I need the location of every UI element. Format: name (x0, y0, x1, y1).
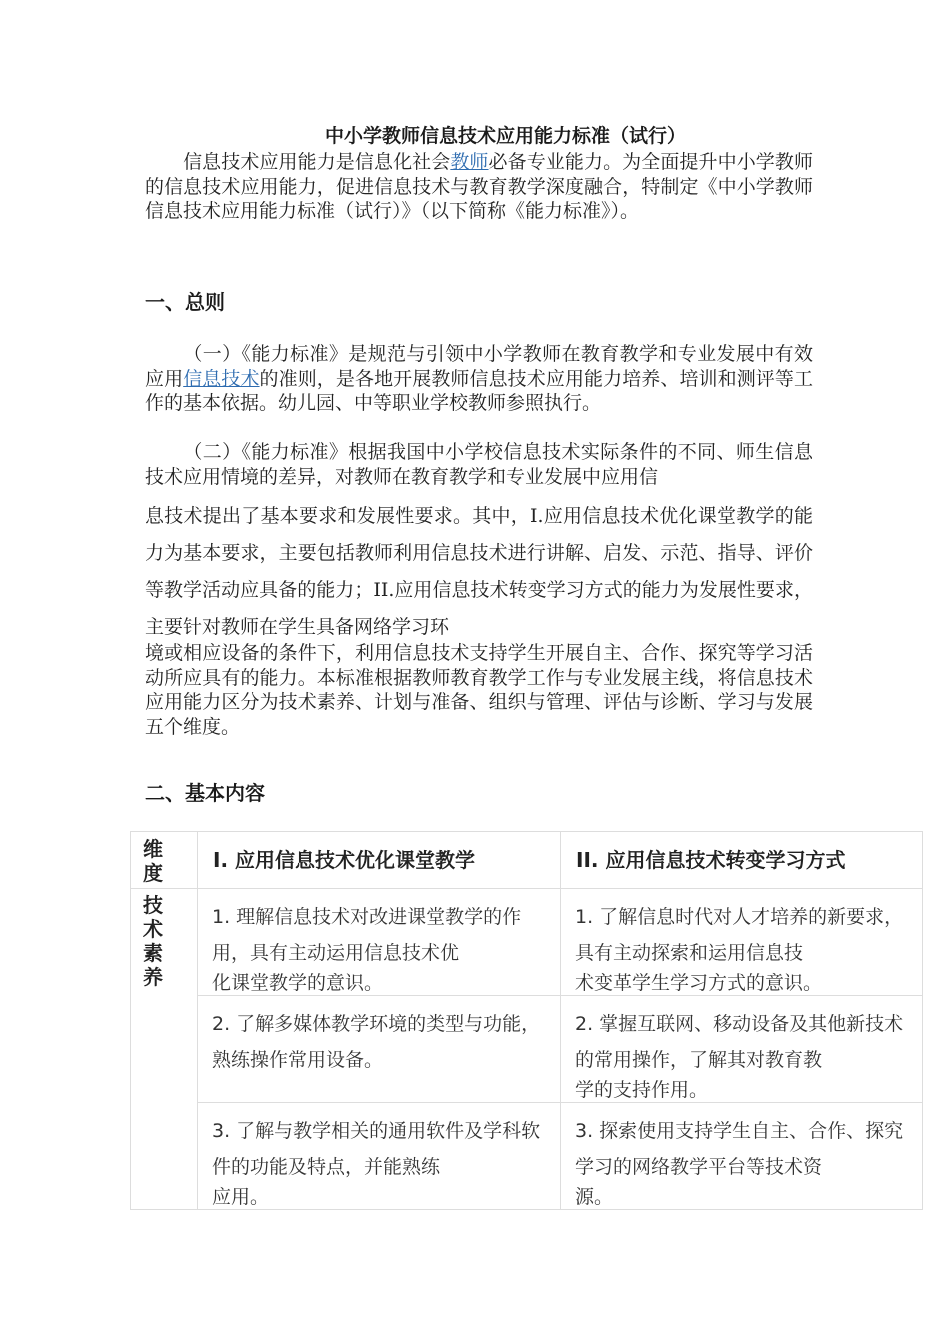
section-heading-general: 一、总则 (145, 290, 225, 314)
table-row (131, 1103, 923, 1210)
general-paragraph-1 (145, 342, 813, 416)
dimension-name: 技术素养 (143, 893, 163, 989)
dimension-header: 维度 (143, 837, 163, 885)
table-row (131, 889, 923, 996)
table-cell: 2. 掌握互联网、移动设备及其他新技术的常用操作，了解其对教育教 学的支持作用。 (561, 996, 923, 1103)
table-cell: 3. 了解与教学相关的通用软件及学科软件的功能及特点，并能熟练 应用。 (198, 1103, 561, 1210)
standards-table (130, 831, 923, 1210)
intro-text-start: 信息技术应用能力是信息化社会 (183, 151, 451, 173)
document-title: 中小学教师信息技术应用能力标准（试行） (325, 125, 687, 147)
col2-header-cell (561, 832, 923, 889)
table-cell: 1. 了解信息时代对人才培养的新要求，具有主动探索和运用信息技 术变革学生学习方式的意识。 (561, 889, 923, 996)
table-cell: 2. 了解多媒体教学环境的类型与功能，熟练操作常用设备。 (198, 996, 561, 1103)
general-paragraph-2-part-1: （二）《能力标准》根据我国中小学校信息技术实际条件的不同、师生信息技术应用情境的差异，对教师在教育教学和专业发展中应用信 (145, 441, 813, 488)
section-heading-content: 二、基本内容 (145, 781, 265, 805)
table-header-row (131, 832, 923, 889)
general-p1-text-end: 的准则，是各地开展教师信息技术应用能力培养、培训和测评等工作的基本依据。幼儿园、中等职业学校教师参照执行。 (145, 367, 813, 414)
dimension-cell (131, 889, 198, 1210)
general-paragraph-2-part-3: 境或相应设备的条件下，利用信息技术支持学生开展自主、合作、探究等学习活动所应具有的能力。本标准根据教师教育教学工作与专业发展主线，将信息技术应用能力区分为技术素养、计划与准备、组织与管理、评估与诊断、学习与发展五个维度。 (145, 642, 813, 738)
general-paragraph-2-part-2: 息技术提出了基本要求和发展性要求。其中，I.应用信息技术优化课堂教学的能力为基本要求，主要包括教师利用信息技术进行讲解、启发、示范、指导、评价等教学活动应具备的能力；II.应用信息技术转变学习方式的能力为发展性要求，主要针对教师在学生具备网络学习环 (145, 505, 813, 638)
table-row (131, 996, 923, 1103)
col2-header: II. 应用信息技术转变学习方式 (576, 848, 846, 872)
table-cell: 3. 探索使用支持学生自主、合作、探究学习的网络教学平台等技术资 源。 (561, 1103, 923, 1210)
intro-paragraph (145, 150, 813, 224)
col1-header-cell (198, 832, 561, 889)
teacher-link[interactable]: 教师 (450, 151, 489, 173)
general-p1-text-start: （一）《能力标准》是规范与引领中小学教师在教育教学和专业发展中有效应用 (145, 343, 813, 390)
table-cell: 1. 理解信息技术对改进课堂教学的作用，具有主动运用信息技术优 化课堂教学的意识。 (198, 889, 561, 996)
col1-header: I. 应用信息技术优化课堂教学 (213, 848, 476, 872)
dimension-header-cell (131, 832, 198, 889)
intro-text-end: 必备专业能力。为全面提升中小学教师的信息技术应用能力，促进信息技术与教育教学深度融合，特制定《中小学教师信息技术应用能力标准（试行）》（以下简称《能力标准》）。 (145, 151, 813, 222)
info-tech-link[interactable]: 信息技术 (183, 367, 260, 390)
